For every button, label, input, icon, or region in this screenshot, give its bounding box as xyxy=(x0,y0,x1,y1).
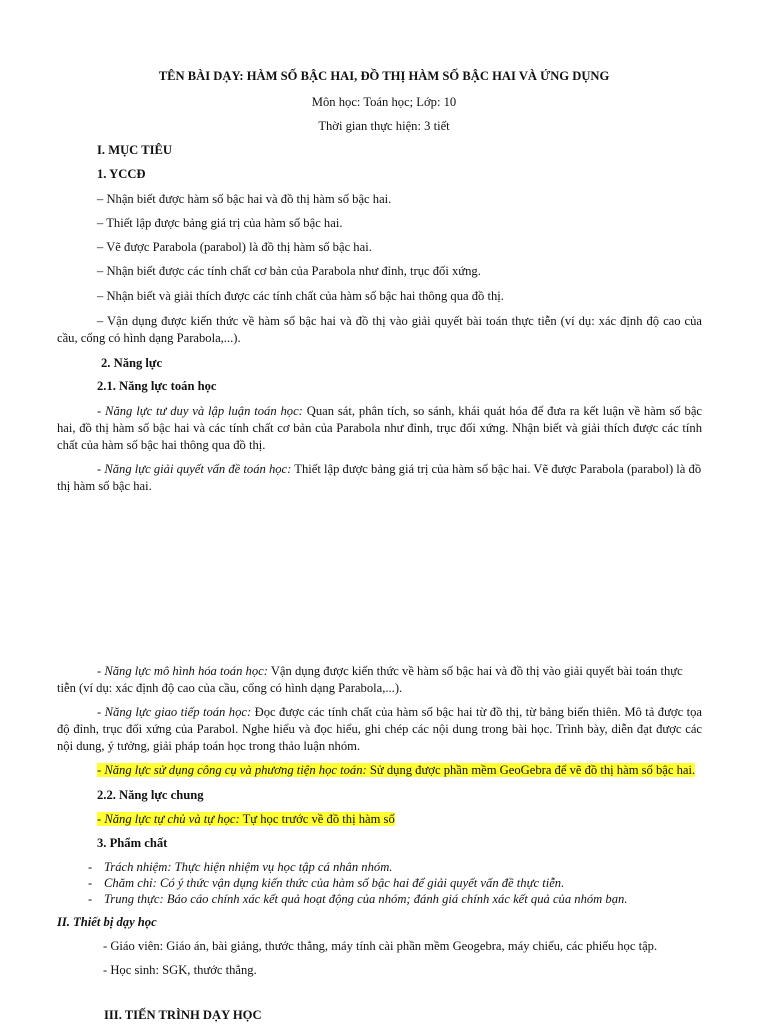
yccd-item: – Nhận biết và giải thích được các tính chất của hàm số bậc hai thông qua đồ thị. xyxy=(97,289,504,303)
qualities-heading: 3. Phẩm chất xyxy=(97,836,168,850)
equipment-item: - Học sinh: SGK, thước thẳng. xyxy=(103,963,257,977)
bullet-dash: - xyxy=(88,860,93,874)
general-competency-heading: 2.2. Năng lực chung xyxy=(97,788,204,802)
quality-item: Chăm chỉ: Có ý thức vận dụng kiến thức của hàm số bậc hai để giải quyết vấn đề thực tiễn. xyxy=(104,876,565,890)
competency-label: - Năng lực mô hình hóa toán học: xyxy=(97,664,268,678)
quality-item: Trung thực: Báo cáo chính xác kết quả hoạt động của nhóm; đánh giá chính xác kết quả của nhóm bạn. xyxy=(104,892,628,906)
teaching-process-heading: III. TIẾN TRÌNH DẠY HỌC xyxy=(104,1008,262,1022)
competency-item xyxy=(57,461,702,495)
time-line: Thời gian thực hiện: 3 tiết xyxy=(318,119,450,133)
math-competency-heading: 2.1. Năng lực toán học xyxy=(97,379,217,393)
highlighted-line xyxy=(97,812,395,826)
equipment-heading: II. Thiết bị dạy học xyxy=(57,915,157,929)
yccd-item: – Nhận biết được các tính chất cơ bản của Parabola như đỉnh, trục đối xứng. xyxy=(97,264,481,278)
yccd-heading: 1. YCCĐ xyxy=(97,167,146,181)
bullet-dash: - xyxy=(88,876,93,890)
competency-heading: 2. Năng lực xyxy=(101,356,163,370)
quality-item: Trách nhiệm: Thực hiện nhiệm vụ học tập cá nhân nhóm. xyxy=(104,860,393,874)
general-competency-item xyxy=(97,811,395,828)
competency-item xyxy=(97,762,695,779)
competency-text: Vận dụng được kiến thức về hàm số bậc hai và đồ thị vào giải quyết bài toán thực tiễn (ví dụ: xác định độ cao của cầu, cổng có hình dạng Parabola,...). xyxy=(57,664,683,695)
yccd-item: – Nhận biết được hàm số bậc hai và đồ thị hàm số bậc hai. xyxy=(97,192,392,206)
competency-text: Quan sát, phân tích, so sánh, khái quát hóa để đưa ra kết luận về hàm số bậc hai, đồ thị hàm số bậc hai và các tính chất cơ bản của Parabola như đỉnh, trục đối xứng. Nhận biết và giải thích được các tính chất của hàm số bậc hai thông qua đồ thị. xyxy=(57,404,702,452)
bullet-dash: - xyxy=(88,892,93,906)
yccd-item: – Vận dụng được kiến thức về hàm số bậc hai và đồ thị vào giải quyết bài toán thực tiễn (ví dụ: xác định độ cao của cầu, cổng có hình dạng Parabola,...). xyxy=(57,314,702,345)
competency-label: - Năng lực sử dụng công cụ và phương tiện học toán: xyxy=(97,763,367,777)
competency-item xyxy=(57,403,702,454)
subject-line: Môn học: Toán học; Lớp: 10 xyxy=(311,95,457,109)
competency-label: - Năng lực giải quyết vấn đề toán học: xyxy=(97,462,292,476)
competency-item xyxy=(57,704,702,755)
competency-item xyxy=(57,663,702,697)
yccd-item: – Thiết lập được bảng giá trị của hàm số bậc hai. xyxy=(97,216,343,230)
lesson-title: TÊN BÀI DẠY: HÀM SỐ BẬC HAI, ĐỒ THỊ HÀM SỐ BẬC HAI VÀ ỨNG DỤNG xyxy=(158,69,610,83)
competency-text: Thiết lập được bảng giá trị của hàm số bậc hai. Vẽ được Parabola (parabol) là đồ thị hàm số bậc hai. xyxy=(57,462,702,493)
section-heading-objectives: I. MỤC TIÊU xyxy=(97,143,172,157)
highlighted-line xyxy=(97,763,695,777)
yccd-item: – Vẽ được Parabola (parabol) là đồ thị hàm số bậc hai. xyxy=(97,240,372,254)
competency-text: Đọc được các tính chất của hàm số bậc hai từ đồ thị, từ bảng biến thiên. Mô tả được tọa độ đỉnh, trục đối xứng của Parabol. Nghe hiểu và đọc hiểu, ghi chép các nội dung trong bài học. Trình bày, diễn đạt được các nội dung, ý tưởng, giải pháp toán học trong thảo luận nhóm. xyxy=(57,705,702,753)
competency-text: Sử dụng được phần mềm GeoGebra để vẽ đồ thị hàm số bậc hai. xyxy=(366,763,696,777)
competency-label: - Năng lực giao tiếp toán học: xyxy=(97,705,252,719)
competency-text: Tự học trước về đồ thị hàm số xyxy=(239,812,395,826)
competency-label: - Năng lực tự chủ và tự học: xyxy=(97,812,240,826)
equipment-item: - Giáo viên: Giáo án, bài giảng, thước thẳng, máy tính cài phần mềm Geogebra, máy chiếu, các phiếu học tập. xyxy=(103,939,658,953)
competency-label: - Năng lực tư duy và lập luận toán học: xyxy=(97,404,303,418)
